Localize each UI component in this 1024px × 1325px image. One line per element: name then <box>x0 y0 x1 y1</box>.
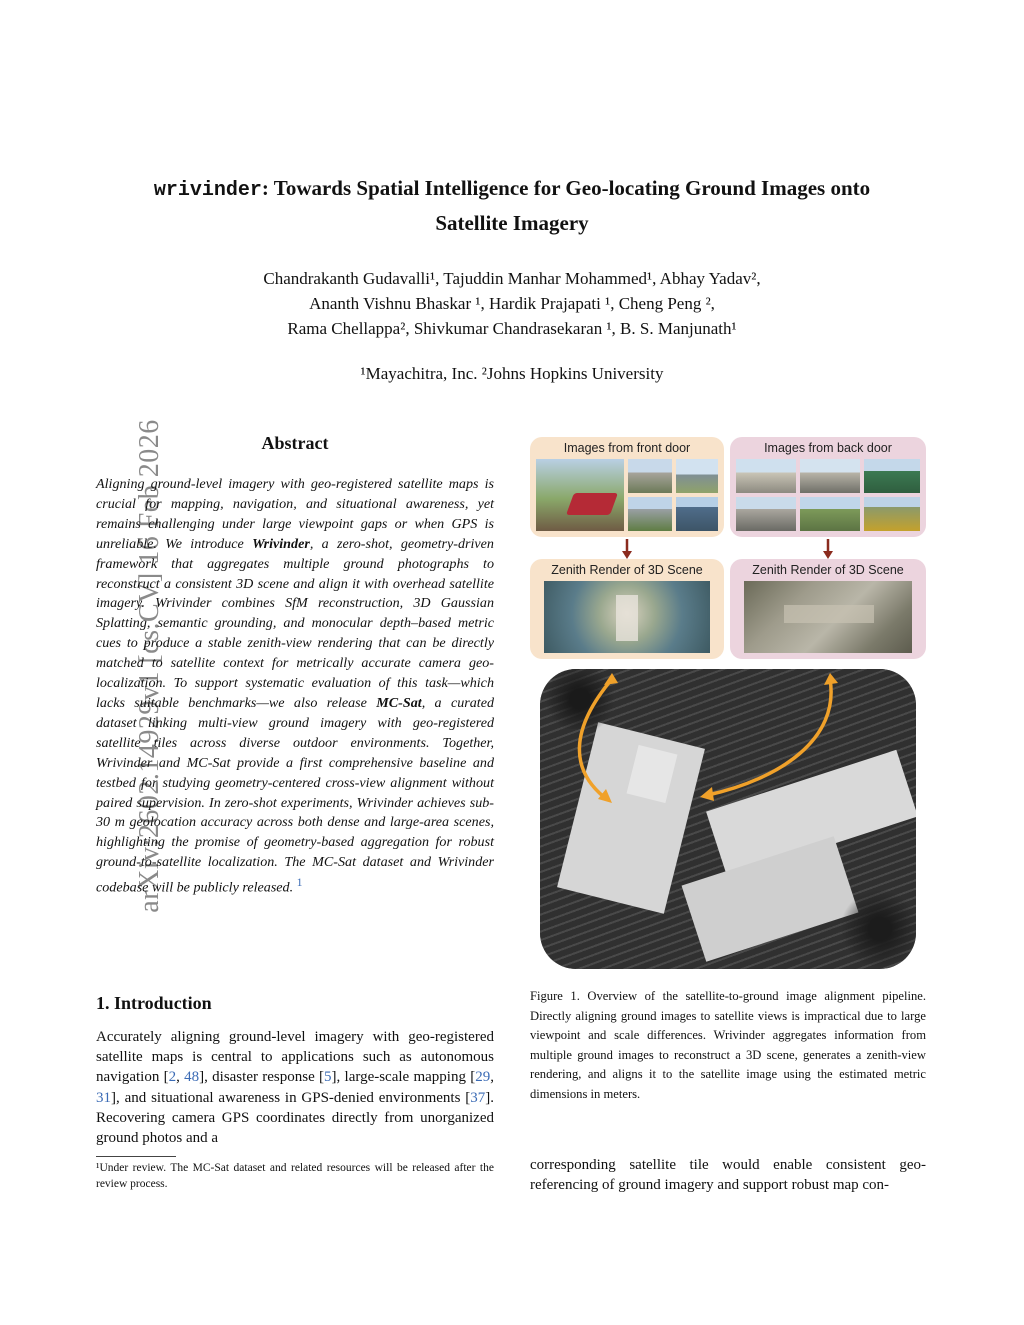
intro-text: , <box>176 1069 185 1086</box>
footnote: ¹Under review. The MC-Sat dataset and related resources will be released after the review process. <box>96 1162 494 1190</box>
alignment-arrows <box>540 669 916 969</box>
arrow-head-icon <box>598 789 612 803</box>
citation-link[interactable]: 5 <box>324 1069 332 1086</box>
author-list <box>100 266 924 341</box>
abstract-bold-wrivinder: Wrivinder <box>252 535 310 552</box>
paper-title <box>70 172 954 239</box>
ground-photo <box>676 459 718 493</box>
citation-link[interactable]: 2 <box>168 1069 177 1086</box>
authors-line: Rama Chellappa², Shivkumar Chandrasekaran ¹, B. S. Manjunath¹ <box>287 319 737 338</box>
citation-link[interactable]: 37 <box>470 1089 486 1106</box>
arrow-head-icon <box>622 551 632 559</box>
zenith-render-image <box>744 581 912 653</box>
ground-photo <box>800 497 860 531</box>
front-door-label: Images from front door <box>563 441 691 455</box>
ground-photo <box>628 497 672 531</box>
intro-text: ], disaster response [ <box>199 1069 324 1086</box>
zenith-back-label: Zenith Render of 3D Scene <box>752 563 904 577</box>
picnic-table-shape <box>566 493 618 515</box>
back-door-panel <box>730 437 926 537</box>
intro-text: ]. Recovering camera GPS coordinates directly from unorganized ground photos and a <box>96 1089 494 1147</box>
arrow-head-icon <box>700 787 714 801</box>
right-column-paragraph: corresponding satellite tile would enable consistent geo-referencing of ground imagery and support robust map con- <box>530 1157 926 1194</box>
ground-photo <box>736 459 796 493</box>
zenith-render-image <box>544 581 710 653</box>
ground-photo <box>864 497 920 531</box>
walkway-shape <box>616 595 638 641</box>
lot-shape <box>784 605 874 623</box>
zenith-front-label: Zenith Render of 3D Scene <box>551 563 703 577</box>
ground-photo <box>864 459 920 493</box>
figure-1 <box>530 437 926 969</box>
down-arrows <box>530 537 926 561</box>
satellite-image <box>540 669 916 969</box>
affiliations: ¹Mayachitra, Inc. ²Johns Hopkins University <box>360 364 664 383</box>
back-door-label: Images from back door <box>764 441 892 455</box>
title-text-line2: Satellite Imagery <box>435 211 589 235</box>
arrow-head-icon <box>823 551 833 559</box>
ground-photo <box>628 459 672 493</box>
arxiv-stamp: arXiv:2602.14929v1 [cs.CV] 16 Feb 2026 <box>134 419 165 913</box>
citation-link[interactable]: 48 <box>184 1069 200 1086</box>
abstract-text: Aligning ground-level imagery with geo-registered satellite maps is crucial for mapping, navigation, and situational awareness, yet remains challenging under large viewpoint gaps or when GPS is unreliable. We introduce <box>96 476 494 552</box>
intro-paragraph <box>96 1027 494 1148</box>
citation-link[interactable]: 31 <box>96 1089 111 1106</box>
intro-text: Accurately aligning ground-level imagery with geo-registered satellite maps is central to applications such as autonomous navigation [ <box>96 1029 494 1086</box>
arrow-head-icon <box>824 673 838 685</box>
title-text: : Towards Spatial Intelligence for Geo-locating Ground Images onto <box>261 176 871 200</box>
arrow-head-icon <box>604 673 618 685</box>
ground-photo <box>676 497 718 531</box>
abstract-body <box>96 475 494 899</box>
section-heading-introduction: 1. Introduction <box>96 993 212 1013</box>
figure-caption: Figure 1. Overview of the satellite-to-ground image alignment pipeline. Directly aligning ground images to satellite views is impractical due to large viewpoint and scale differences. Wrivinder aggregates information from multiple ground images to reconstruct a 3D scene, generates a zenith-view rendering, and aligns it to the satellite image using the estimated metric dimensions in meters. <box>530 989 926 1101</box>
title-system-name: wrivinder <box>153 179 262 202</box>
citation-link[interactable]: 29 <box>475 1069 491 1086</box>
authors-line: Chandrakanth Gudavalli¹, Tajuddin Manhar Mohammed¹, Abhay Yadav², <box>263 269 761 288</box>
intro-text: ], and situational awareness in GPS-denied environments [ <box>111 1089 471 1106</box>
footnote-link[interactable]: 1 <box>296 876 303 890</box>
abstract-text: , a zero-shot, geometry-driven framework that aggregates multiple ground photographs to reconstruct a consistent 3D scene and align it with overhead satellite imagery. Wrivinder combines SfM reconstruction, 3D Gaussian Splatting, semantic grounding, and monocular depth–based metric cues to produce a stable zenith-view rendering that can be directly matched to satellite context for metrically accurate camera geo-localization. To support systematic evaluation of this task—which lacks suitable benchmarks—we also release <box>96 535 494 711</box>
zenith-front-panel <box>530 559 724 659</box>
alignment-arrow-back <box>708 679 831 795</box>
front-door-panel <box>530 437 724 537</box>
intro-text: ], large-scale mapping [ <box>331 1069 476 1086</box>
intro-text: , <box>490 1069 494 1086</box>
abstract-bold-mcsat: MC-Sat <box>376 694 422 711</box>
ground-photo <box>800 459 860 493</box>
abstract-text: , a curated dataset linking multi-view ground imagery with geo-registered satellite tiles across diverse outdoor environments. Together, Wrivinder and MC-Sat provide a first comprehensive baseline and testbed for studying geometry-centered cross-view alignment without paired supervision. In zero-shot experiments, Wrivinder achieves sub-30 m geolocation accuracy across both dense and large-area scenes, highlighting the promise of geometry-based aggregation for robust ground-to-satellite localization. The MC-Sat dataset and Wrivinder codebase will be publicly released. <box>96 694 494 896</box>
ground-photo <box>536 459 624 531</box>
zenith-back-panel <box>730 559 926 659</box>
alignment-arrow-front <box>579 679 612 797</box>
ground-photo <box>736 497 796 531</box>
footnote-rule <box>96 1156 176 1157</box>
abstract-heading: Abstract <box>261 433 329 453</box>
authors-line: Ananth Vishnu Bhaskar ¹, Hardik Prajapati ¹, Cheng Peng ², <box>309 294 715 313</box>
